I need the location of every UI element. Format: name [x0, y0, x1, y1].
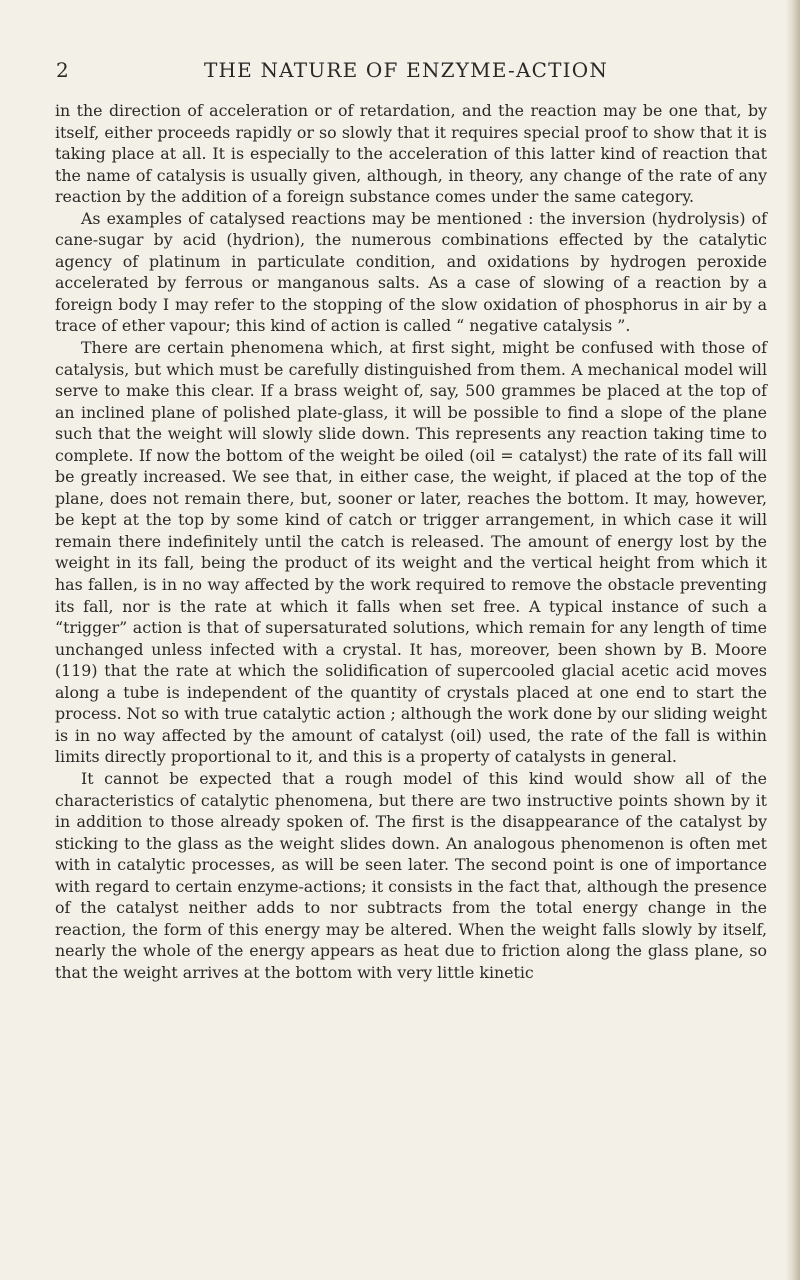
- page-number: 2: [56, 58, 70, 82]
- paragraph-characteristics: It cannot be expected that a rough model of this kind would show all of the characteristics of catalytic phenomena, but there are two instructive points shown by it in addition to those already spoken of. The first is the disappearance of the catalyst by sticking to the glass as the weight slides down. An analogous phenomenon is often met with in catalytic processes, as will be seen later. The second point is one of importance with regard to certain enzyme-actions; it consists in the fact that, although the presence of the catalyst neither adds to nor subtracts from the total energy change in the reaction, the form of this energy may be altered. When the weight falls slowly by itself, nearly the whole of the energy appears as heat due to friction along the glass plane, so that the weight arrives at the bottom with very little kinetic: [55, 768, 767, 982]
- paragraph-examples: As examples of catalysed reactions may be mentioned : the inversion (hydrolysis) of cane-sugar by acid (hydrion), the numerous combinations effected by the catalytic agency of platinum in particulate condition, and oxidations by hydrogen peroxide accelerated by ferrous or manganous salts. As a case of slowing of a reaction by a foreign body I may refer to the stopping of the slow oxidation of phosphorus in air by a trace of ether vapour; this kind of action is called “ negative catalysis ”.: [55, 208, 767, 336]
- paragraph-continuation: in the direction of acceleration or of retardation, and the reaction may be one that, by itself, either proceeds rapidly or so slowly that it requires special proof to show that it is taking place at all. It is especially to the acceleration of this latter kind of reaction that the name of catalysis is usually given, although, in theory, any change of the rate of any reaction by the addition of a foreign substance comes under the same category.: [55, 101, 767, 207]
- body-text: [55, 100, 767, 983]
- page-header: [56, 58, 756, 90]
- page-edge-shadow: [786, 0, 800, 1280]
- paragraph-mechanical-model: There are certain phenomena which, at first sight, might be confused with those of catalysis, but which must be carefully distinguished from them. A mechanical model will serve to make this clear. If a brass weight of, say, 500 grammes be placed at the top of an inclined plane of polished plate-glass, it will be possible to find a slope of the plane such that the weight will slowly slide down. This represents any reaction taking time to complete. If now the bottom of the weight be oiled (oil = catalyst) the rate of its fall will be greatly increased. We see that, in either case, the weight, if placed at the top of the plane, does not remain there, but, sooner or later, reaches the bottom. It may, however, be kept at the top by some kind of catch or trigger arrangement, in which case it will remain there indefinitely until the catch is released. The amount of energy lost by the weight in its fall, being the product of its weight and the vertical height from which it has fallen, is in no way affected by the work required to remove the obstacle preventing its fall, nor is the rate at which it falls when set free. A typical instance of such a “trigger” action is that of supersaturated solutions, which remain for any length of time unchanged unless infected with a crystal. It has, moreover, been shown by B. Moore (119) that the rate at which the solidification of supercooled glacial acetic acid moves along a tube is independent of the quantity of crystals placed at one end to start the process. Not so with true catalytic action ; although the work done by our sliding weight is in no way affected by the amount of catalyst (oil) used, the rate of the fall is within limits directly proportional to it, and this is a property of catalysts in general.: [55, 338, 767, 767]
- running-title: THE NATURE OF ENZYME-ACTION: [203, 58, 609, 82]
